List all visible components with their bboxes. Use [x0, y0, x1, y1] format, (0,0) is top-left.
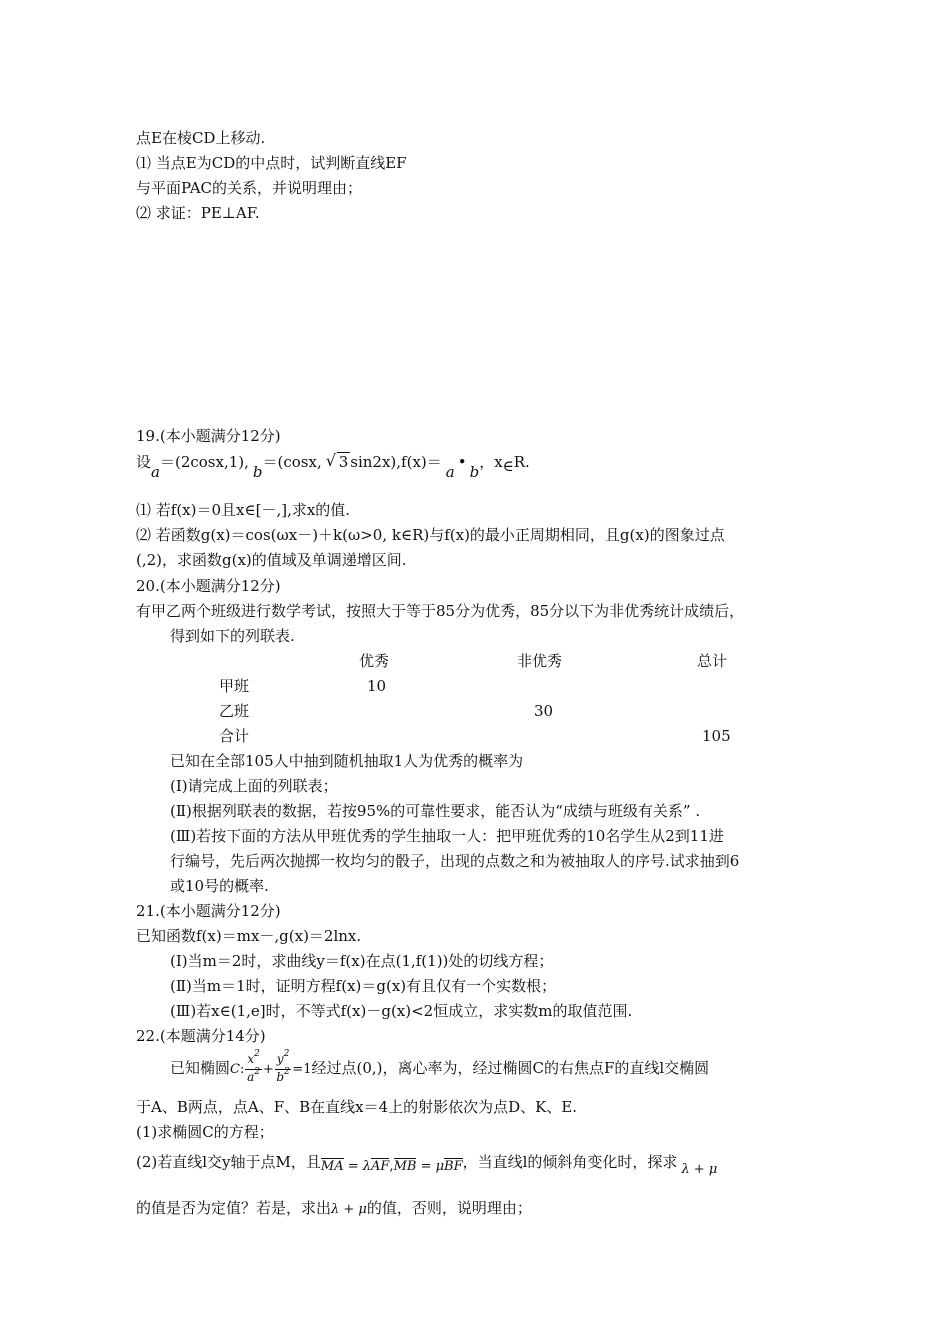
- q22-part-2-cont-post: 的值，否则，说明理由；: [366, 1199, 532, 1217]
- q20-line-3: 已知在全部105人中抽到随机抽取1人为优秀的概率为: [170, 752, 524, 770]
- lambda-plus-mu: λ + μ: [681, 1162, 718, 1177]
- q20-part-3-cont: 行编号，先后两次抛掷一枚均匀的骰子，出现的点数之和为被抽取人的序号.试求抽到6: [170, 852, 740, 870]
- q18-part-1: ⑴ 当点E为CD的中点时，试判断直线EF: [136, 154, 407, 172]
- q19-b-value: ＝(cosx,: [262, 453, 322, 471]
- sqrt-3-value: 3: [338, 453, 349, 471]
- q22-part-2: [136, 1152, 718, 1177]
- q22-post: 经过点(0,)，离心率为，经过椭圆C的右焦点F的直线l交椭圆: [311, 1059, 710, 1077]
- q20-part-3: (Ⅲ)若按下面的方法从甲班优秀的学生抽取一人：把甲班优秀的10名学生从2到11进: [170, 827, 724, 845]
- q19-part-2-cont: (,2)，求函数g(x)的值域及单调递增区间.: [136, 551, 407, 569]
- q19-R: R.: [513, 453, 530, 471]
- vector-b: b: [252, 463, 263, 481]
- dot-product: •: [457, 453, 467, 471]
- q22-part-2-cont: [136, 1198, 532, 1220]
- table-row-label-class-b: 乙班: [219, 702, 250, 720]
- q20-part-1: (Ⅰ)请完成上面的列联表；: [170, 777, 338, 795]
- q19-title: 19.(本小题满分12分): [136, 427, 281, 445]
- q20-title: 20.(本小题满分12分): [136, 577, 281, 595]
- element-of-symbol: ∈: [502, 457, 514, 475]
- x-variable: x: [247, 1051, 255, 1066]
- q22-part-1: (1)求椭圆C的方程；: [136, 1123, 274, 1141]
- vector-b-2: b: [469, 463, 480, 481]
- q21-title: 21.(本小题满分12分): [136, 902, 281, 920]
- table-row-label-class-a: 甲班: [219, 677, 250, 695]
- b-variable: b: [276, 1069, 285, 1084]
- vector-a-2: a: [445, 463, 455, 481]
- sqrt-3: [326, 452, 351, 472]
- colon: :: [239, 1062, 245, 1077]
- q22-part-2-pre: (2)若直线l交y轴于点M，且: [136, 1153, 321, 1171]
- table-row-label-total: 合计: [219, 727, 250, 745]
- q20-part-2: (Ⅱ)根据列联表的数据，若按95%的可靠性要求，能否认为“成绩与班级有关系” .: [170, 802, 701, 820]
- q21-part-2: (Ⅱ)当m＝1时，证明方程f(x)＝g(x)有且仅有一个实数根；: [170, 977, 557, 995]
- plus-sign: +: [262, 1062, 274, 1077]
- exponent: 2: [284, 1066, 290, 1077]
- eq-mu: = μ: [416, 1159, 445, 1174]
- q22-line-2: 于A、B两点，点A、F、B在直线x＝4上的射影依次为点D、K、E.: [136, 1098, 578, 1116]
- q21-part-1: (Ⅰ)当m＝2时，求曲线y＝f(x)在点(1,f(1))处的切线方程；: [170, 952, 554, 970]
- q22-part-2-cont-pre: 的值是否为定值？若是，求出: [136, 1199, 332, 1217]
- vector-equation: [321, 1159, 463, 1174]
- table-cell: 30: [534, 702, 554, 720]
- q22-part-2-post: ，当直线l的倾斜角变化时，探求: [462, 1153, 678, 1171]
- q18-part-1-cont: 与平面PAC的关系，并说明理由；: [136, 179, 363, 197]
- q18-line-1: 点E在棱CD上移动.: [136, 129, 266, 147]
- table-header-excellent: 优秀: [359, 652, 390, 670]
- a-variable: a: [247, 1069, 255, 1084]
- exponent: 2: [254, 1066, 261, 1077]
- vector-BF: BF: [444, 1157, 463, 1177]
- vector-a: a: [151, 463, 160, 481]
- q22-title: 22.(本题满分14分): [136, 1027, 266, 1045]
- q19-fx: sin2x),f(x)＝: [350, 453, 442, 471]
- q20-line-2: 得到如下的列联表.: [170, 627, 295, 645]
- q19-x: ，x: [479, 453, 503, 471]
- q20-line-1: 有甲乙两个班级进行数学考试，按照大于等于85分为优秀，85分以下为非优秀统计成绩后，: [136, 602, 745, 620]
- vector-MB: MB: [394, 1157, 417, 1177]
- vector-MA: MA: [321, 1157, 344, 1177]
- q19-statement: [136, 452, 530, 481]
- y-variable: y: [276, 1051, 284, 1066]
- eq-lambda: = λ: [343, 1159, 371, 1174]
- table-header-total: 总计: [697, 652, 728, 670]
- q19-pre: 设: [136, 453, 152, 471]
- lambda-plus-mu-2: λ + μ: [331, 1202, 367, 1217]
- q20-part-3-cont-2: 或10号的概率.: [170, 877, 269, 895]
- q19-part-1: ⑴ 若f(x)＝0且x∈[－,],求x的值.: [136, 501, 351, 519]
- q22-statement: [170, 1048, 709, 1090]
- equals-one: =1: [292, 1062, 312, 1077]
- vector-AF: AF: [371, 1157, 389, 1177]
- table-cell: 105: [702, 727, 731, 745]
- ellipse-name: C: [230, 1062, 240, 1077]
- q19-part-2: ⑵ 若函数g(x)＝cos(ωx－)＋k(ω>0, k∈R)与f(x)的最小正周期相同，且g(x)的图象过点: [136, 526, 725, 544]
- q21-part-3: (Ⅲ)若x∈(1,e]时，不等式f(x)－g(x)<2恒成立，求实数m的取值范围.: [170, 1002, 633, 1020]
- comma: ,: [389, 1159, 394, 1174]
- q21-line-1: 已知函数f(x)＝mx－,g(x)＝2lnx.: [136, 927, 362, 945]
- exponent: 2: [283, 1048, 290, 1059]
- exponent: 2: [254, 1048, 260, 1059]
- q22-pre: 已知椭圆: [170, 1059, 231, 1077]
- table-cell: 10: [367, 677, 387, 695]
- q18-part-2: ⑵ 求证：PE⊥AF.: [136, 204, 260, 222]
- table-header-not-excellent: 非优秀: [517, 652, 563, 670]
- fraction-x2-a2: [245, 1048, 262, 1087]
- q19-a-value: ＝(2cosx,1),: [159, 453, 249, 471]
- fraction-y2-b2: [275, 1048, 292, 1087]
